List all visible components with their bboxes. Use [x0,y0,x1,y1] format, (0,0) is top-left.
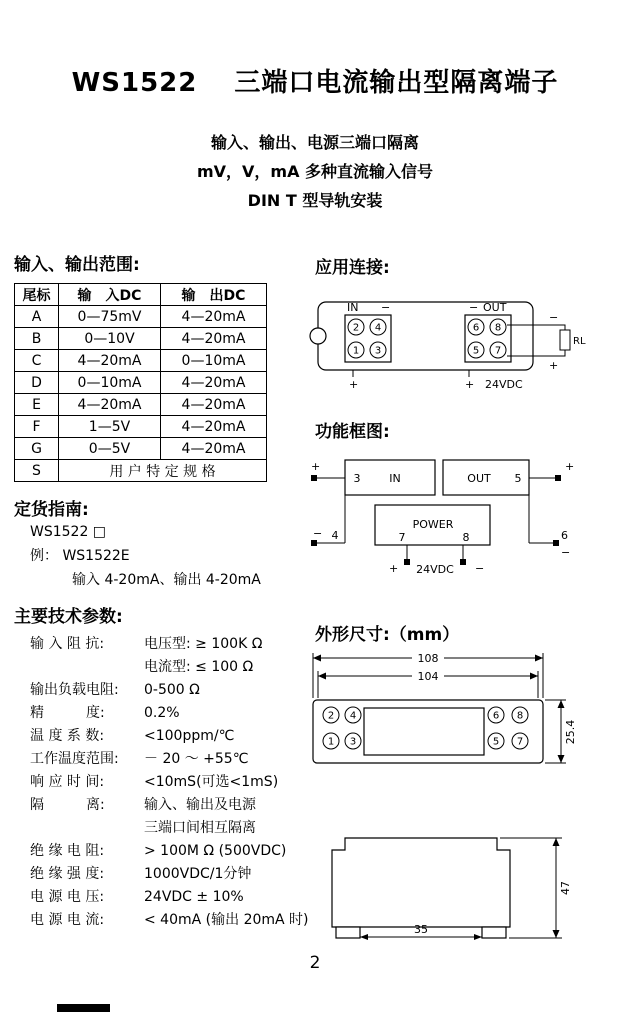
function-block-diagram [303,448,588,583]
left-column [14,250,309,932]
minus-sign: − [313,527,323,540]
cell-output: 4—20mA [161,394,267,416]
svg-text:7: 7 [494,345,502,357]
plus-sign: + [349,378,359,391]
subtitle-line-3: DIN T 型导轨安装 [247,191,383,210]
arrowhead [530,673,538,680]
dim-35: 35 [414,923,428,936]
dimensions-heading: 外形尺寸:（mm） [315,625,460,645]
plus-sign: + [549,359,559,372]
terminal-8 [490,319,506,335]
arrowhead [535,655,543,662]
terminal-6 [468,319,484,335]
terminal-8 [512,707,528,723]
cell-tail: A [15,306,59,328]
dim-25-4: 25.4 [564,719,577,745]
spec-label [30,656,144,679]
table-row [15,350,267,372]
cell-output: 4—20mA [161,372,267,394]
spec-label: 输出负载电阻: [30,682,119,698]
spec-value: 电流型: ≤ 100 Ω [144,659,254,675]
svg-text:8: 8 [494,322,502,334]
in-label: IN [389,472,401,485]
cell-tail: E [15,394,59,416]
table-row [15,394,267,416]
ordering-model: WS1522 □ [30,524,107,540]
terminal-1 [323,733,339,749]
plus-sign: + [465,378,475,391]
ordering-section [14,495,276,592]
svg-text:8: 8 [516,710,524,722]
cell-tail: B [15,328,59,350]
terminal-6-label: 6 [561,529,568,542]
minus-sign: − [561,546,571,559]
io-range-heading: 输入、输出范围: [14,255,140,275]
spec-value: > 100M Ω (500VDC) [144,843,287,859]
cell-input: 4—20mA [59,350,161,372]
dimension-top-view [300,648,590,783]
spec-value: 电压型: ≥ 100K Ω [144,636,263,652]
svg-text:5: 5 [472,345,480,357]
specs-heading: 主要技术参数: [14,607,123,627]
load-resistor [560,330,570,350]
supply-label: 24VDC [416,563,454,576]
subtitle-line-2: mV，V，mA 多种直流输入信号 [196,162,434,181]
terminal-3 [370,342,386,358]
terminal-7 [490,342,506,358]
spec-value: 0.2% [144,705,180,721]
svg-text:4: 4 [349,710,357,722]
spec-item [14,771,279,794]
terminal-7-label: 7 [398,531,406,544]
terminal-4 [370,319,386,335]
spec-item [14,886,276,909]
spec-item [14,702,276,725]
col-header-output: 输 出DC [161,284,267,306]
cell-output: 4—20mA [161,416,267,438]
power-label: POWER [412,518,454,531]
scan-artifact [57,1004,110,1012]
spec-value: <10mS(可选<1mS) [144,774,279,790]
table-row [15,306,267,328]
plus-sign: + [565,460,575,473]
ordering-heading: 定货指南: [14,500,89,520]
spec-item [14,725,276,748]
terminal-square [553,540,559,546]
spec-value: 输入、输出及电源 [144,797,256,813]
arrowhead [313,655,321,662]
ordering-example: 例： WS1522E [30,548,130,564]
terminal-6 [488,707,504,723]
mounting-foot-left [336,927,360,938]
svg-text:1: 1 [352,345,360,357]
spec-item [14,840,287,863]
arrowhead [360,934,368,940]
cell-tail: S [15,460,59,482]
cell-tail: F [15,416,59,438]
svg-text:6: 6 [492,710,500,722]
cell-input: 1—5V [59,416,161,438]
dim-47: 47 [559,881,572,895]
page-number: 2 [309,953,321,973]
svg-text:7: 7 [516,736,524,748]
supply-label: 24VDC [485,378,523,391]
table-row [15,328,267,350]
table-row-special [15,460,267,482]
plus-sign: + [389,562,399,575]
arrowhead [318,673,326,680]
specs-section [14,602,309,932]
terminal-8-label: 8 [462,531,470,544]
spec-item [14,909,309,932]
spec-value: 0-500 Ω [144,682,200,698]
spec-value: < 40mA (输出 20mA 时) [144,912,309,928]
table-row [15,372,267,394]
load-label: RL [573,336,586,347]
spec-label: 电 源 电 压: [30,889,105,905]
svg-text:2: 2 [352,322,360,334]
minus-sign: − [475,562,485,575]
svg-text:3: 3 [349,736,357,748]
cell-output: 4—20mA [161,306,267,328]
spec-item [14,817,276,840]
terminal-square [311,540,317,546]
table-header-row [15,284,267,306]
spec-label: 绝 缘 强 度: [30,866,105,882]
cell-tail: G [15,438,59,460]
cell-input: 0—5V [59,438,161,460]
specs-list [14,633,309,932]
terminal-5 [468,342,484,358]
spec-label [30,817,144,840]
app-connection-heading: 应用连接: [315,258,390,278]
table-row [15,438,267,460]
spec-label: 绝 缘 电 阻: [30,843,105,859]
terminal-square [555,475,561,481]
arrowhead [558,700,565,708]
mounting-foot-right [482,927,506,938]
cell-input: 4—20mA [59,394,161,416]
svg-text:4: 4 [374,322,382,334]
spec-label: 温 度 系 数: [30,728,105,744]
cell-tail: D [15,372,59,394]
spec-item [14,633,276,656]
out-label: OUT [467,472,491,485]
minus-sign: − [469,301,479,314]
terminal-square [404,559,410,565]
terminal-4 [345,707,361,723]
spec-label: 工作温度范围: [30,751,119,767]
subtitle-line-1: 输入、输出、电源三端口隔离 [210,133,419,152]
mounting-hole [310,328,326,344]
cell-output: 4—20mA [161,328,267,350]
arrowhead [553,838,560,846]
arrowhead [553,930,560,938]
cell-custom-spec: 用 户 特 定 规 格 [59,460,267,482]
table-row [15,416,267,438]
terminal-5 [488,733,504,749]
spec-label: 电 源 电 流: [30,912,105,928]
terminal-2 [348,319,364,335]
minus-sign: − [549,311,559,324]
cell-input: 0—75mV [59,306,161,328]
terminal-4-label: 4 [331,529,339,542]
terminal-5-label: 5 [514,472,522,485]
arrowhead [474,934,482,940]
io-range-table [14,283,267,482]
cell-tail: C [15,350,59,372]
application-connection-diagram [303,290,588,402]
spec-item [14,794,276,817]
svg-text:2: 2 [327,710,335,722]
dim-108: 108 [417,652,439,665]
ordering-example-detail: 输入 4-20mA、输出 4-20mA [72,572,261,588]
svg-text:6: 6 [472,322,480,334]
page-title: WS1522 三端口电流输出型隔离端子 [71,68,559,98]
spec-item [14,748,276,771]
out-label: OUT [483,301,507,314]
spec-label: 精 度: [30,705,105,721]
terminal-square [460,559,466,565]
dim-104: 104 [417,670,439,683]
terminal-3 [345,733,361,749]
cell-input: 0—10mA [59,372,161,394]
terminal-1 [348,342,364,358]
terminal-square [311,475,317,481]
spec-item [14,863,276,886]
spec-item [14,656,276,679]
svg-text:3: 3 [374,345,382,357]
cell-output: 0—10mA [161,350,267,372]
dimension-side-profile [300,795,590,955]
spec-label: 响 应 时 间: [30,774,105,790]
cell-output: 4—20mA [161,438,267,460]
spec-item [14,679,276,702]
cell-input: 0—10V [59,328,161,350]
spec-label: 隔 离: [30,797,105,813]
terminal-3-label: 3 [353,472,361,485]
spec-value: － 20 ～ +55℃ [144,751,249,767]
spec-label: 输 入 阻 抗: [30,636,105,652]
col-header-input: 输 入DC [59,284,161,306]
spec-value: 24VDC ± 10% [144,889,244,905]
terminal-7 [512,733,528,749]
subtitle-block [0,128,630,215]
arrowhead [558,755,565,763]
spec-value: <100ppm/℃ [144,728,235,744]
spec-value: 三端口间相互隔离 [144,820,256,836]
minus-sign: − [381,301,391,314]
in-label: IN [347,301,359,314]
svg-text:5: 5 [492,736,500,748]
spec-value: 1000VDC/1分钟 [144,866,252,882]
terminal-2 [323,707,339,723]
profile-outline [332,838,510,927]
block-diagram-heading: 功能框图: [315,422,390,442]
svg-text:1: 1 [327,736,335,748]
col-header-tail: 尾标 [15,284,59,306]
plus-sign: + [311,460,321,473]
